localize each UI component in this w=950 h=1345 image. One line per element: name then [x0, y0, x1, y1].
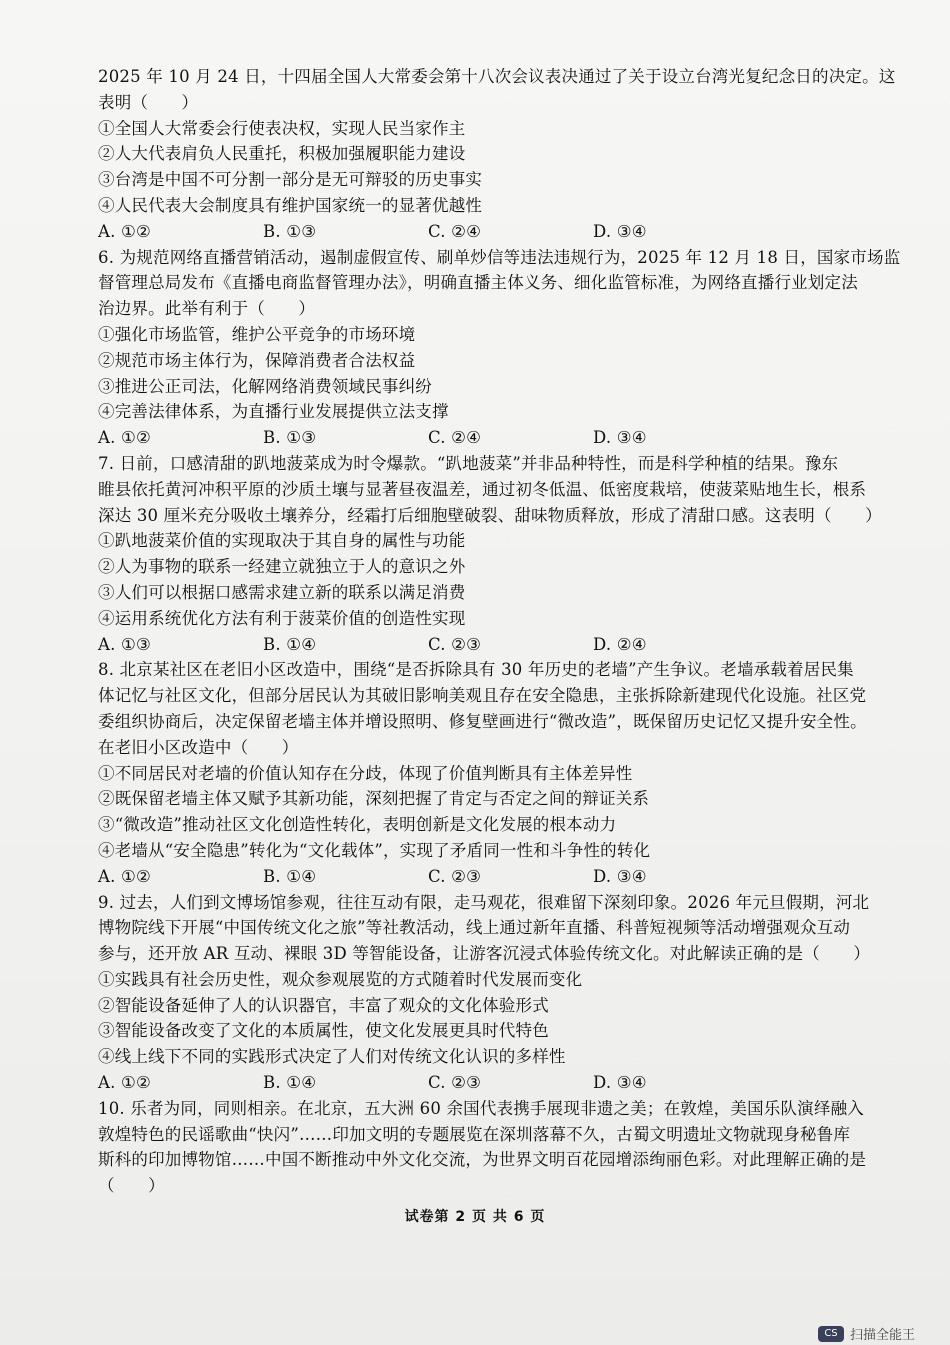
option-a: A. ①② [98, 428, 151, 448]
answer-options [98, 864, 873, 890]
question-stem-line: 参与，还开放 AR 互动、裸眼 3D 等智能设备，让游客沉浸式体验传统文化。对此解读正确的是（ ） [98, 944, 871, 964]
scanner-logo-icon: CS [818, 1326, 844, 1342]
statement-item: ④老墙从“安全隐患”转化为“文化载体”，实现了矛盾同一性和斗争性的转化 [98, 840, 651, 860]
statement-item: ④完善法律体系，为直播行业发展提供立法支撑 [98, 402, 449, 422]
statement-item: ①不同居民对老墙的价值认知存在分歧，体现了价值判断具有主体差异性 [98, 763, 633, 783]
statement-item: ③“微改造”推动社区文化创造性转化，表明创新是文化发展的根本动力 [98, 815, 617, 835]
option-d: D. ③④ [593, 866, 647, 886]
question-7 [98, 451, 882, 657]
question-5 [98, 64, 896, 245]
option-c: C. ②③ [428, 866, 482, 886]
question-stem-line: 敦煌特色的民谣歌曲“快闪”……印加文明的专题展览在深圳落幕不久，古蜀文明遗址文物就现身秘鲁库 [98, 1124, 851, 1144]
option-b: B. ①③ [263, 428, 317, 448]
statement-item: ②既保留老墙主体又赋予其新功能，深刻把握了肯定与否定之间的辩证关系 [98, 789, 650, 809]
option-b: B. ①④ [263, 866, 317, 886]
question-stem-line: 体记忆与社区文化，但部分居民认为其破旧影响美观且存在安全隐患，主张拆除新建现代化设施。社区党 [98, 686, 867, 706]
page-content [98, 64, 901, 1199]
statement-item: ③人们可以根据口感需求建立新的联系以满足消费 [98, 582, 466, 602]
option-b: B. ①④ [263, 634, 317, 654]
question-stem-line: 9. 过去，人们到文博场馆参观，往往互动有限，走马观花，很难留下深刻印象。2026 年元旦假期，河北 [98, 892, 870, 912]
question-stem-line: 10. 乐者为同，同则相亲。在北京，五大洲 60 余国代表携手展现非遗之美；在敦煌，美国乐队演绎融入 [98, 1098, 864, 1118]
option-a: A. ①③ [98, 634, 151, 654]
option-a: A. ①② [98, 866, 151, 886]
answer-options [98, 219, 873, 245]
question-stem-line: 睢县依托黄河冲积平原的沙质土壤与显著昼夜温差，通过初冬低温、低密度栽培，使菠菜贴地生长，根系 [98, 479, 867, 499]
question-stem-line: （ ） [98, 1176, 165, 1196]
statement-item: ②人为事物的联系一经建立就独立于人的意识之外 [98, 557, 466, 577]
statement-item: ①全国人大常委会行使表决权，实现人民当家作主 [98, 118, 466, 138]
question-stem-line: 6. 为规范网络直播营销活动，遏制虚假宣传、刷单炒信等违法违规行为，2025 年 12 月 18 日，国家市场监 [98, 247, 901, 267]
question-stem-line: 治边界。此举有利于（ ） [98, 299, 316, 319]
option-b: B. ①④ [263, 1073, 317, 1093]
question-10 [98, 1096, 873, 1199]
scanner-app-name: 扫描全能王 [850, 1328, 916, 1343]
statement-item: ③推进公正司法，化解网络消费领域民事纠纷 [98, 376, 432, 396]
question-stem-line: 斯科的印加博物馆……中国不断推动中外文化交流，为世界文明百花园增添绚丽色彩。对此理解正确的是 [98, 1150, 867, 1170]
option-d: D. ③④ [593, 428, 647, 448]
question-6 [98, 245, 901, 451]
option-d: D. ②④ [593, 634, 647, 654]
question-stem-line: 博物院线下开展“中国传统文化之旅”等社教活动，线上通过新年直播、科普短视频等活动增强观众互动 [98, 918, 851, 938]
statement-item: ④人民代表大会制度具有维护国家统一的显著优越性 [98, 195, 483, 215]
option-c: C. ②④ [428, 221, 482, 241]
statement-item: ③台湾是中国不可分割一部分是无可辩驳的历史事实 [98, 170, 483, 190]
question-stem-line: 深达 30 厘米充分吸收土壤养分，经霜打后细胞壁破裂、甜味物质释放，形成了清甜口感。这表明（ ） [98, 505, 882, 525]
statement-item: ④线上线下不同的实践形式决定了人们对传统文化认识的多样性 [98, 1047, 566, 1067]
question-stem-line: 7. 日前，口感清甜的趴地菠菜成为时令爆款。“趴地菠菜”并非品种特性，而是科学种植的结果。豫东 [98, 453, 839, 473]
answer-options [98, 425, 873, 451]
statement-item: ①强化市场监管，维护公平竞争的市场环境 [98, 324, 416, 344]
option-b: B. ①③ [263, 221, 317, 241]
option-a: A. ①② [98, 221, 151, 241]
answer-options [98, 1070, 873, 1096]
statement-item: ①趴地菠菜价值的实现取决于其自身的属性与功能 [98, 531, 466, 551]
option-d: D. ③④ [593, 1073, 647, 1093]
scanner-watermark [818, 1322, 950, 1345]
answer-options [98, 632, 873, 658]
option-d: D. ③④ [593, 221, 647, 241]
statement-item: ②规范市场主体行为，保障消费者合法权益 [98, 350, 416, 370]
question-stem-line: 表明（ ） [98, 92, 199, 112]
option-c: C. ②④ [428, 428, 482, 448]
option-c: C. ②③ [428, 1073, 482, 1093]
question-stem-line: 督管理总局发布《直播电商监督管理办法》，明确直播主体义务、细化监管标准，为网络直播行业划定法 [98, 273, 858, 293]
option-a: A. ①② [98, 1073, 151, 1093]
question-stem-line: 8. 北京某社区在老旧小区改造中，围绕“是否拆除具有 30 年历史的老墙”产生争议。老墙承载着居民集 [98, 660, 854, 680]
page-footer: 试卷第 2 页 共 6 页 [404, 1209, 546, 1225]
statement-item: ②人大代表肩负人民重托，积极加强履职能力建设 [98, 144, 466, 164]
statement-item: ③智能设备改变了文化的本质属性，使文化发展更具时代特色 [98, 1021, 549, 1041]
question-9 [98, 890, 873, 1096]
statement-item: ①实践具有社会历史性，观众参观展览的方式随着时代发展而变化 [98, 969, 583, 989]
question-stem-line: 2025 年 10 月 24 日，十四届全国人大常委会第十八次会议表决通过了关于设立台湾光复纪念日的决定。这 [98, 67, 896, 86]
question-stem-line: 委组织协商后，决定保留老墙主体并增设照明、修复壁画进行“微改造”，既保留历史记忆又提升安全性。 [98, 711, 867, 731]
question-8 [98, 657, 873, 889]
option-c: C. ②③ [428, 634, 482, 654]
question-stem-line: 在老旧小区改造中（ ） [98, 737, 299, 757]
statement-item: ④运用系统优化方法有利于菠菜价值的创造性实现 [98, 608, 466, 628]
statement-item: ②智能设备延伸了人的认识器官，丰富了观众的文化体验形式 [98, 995, 549, 1015]
